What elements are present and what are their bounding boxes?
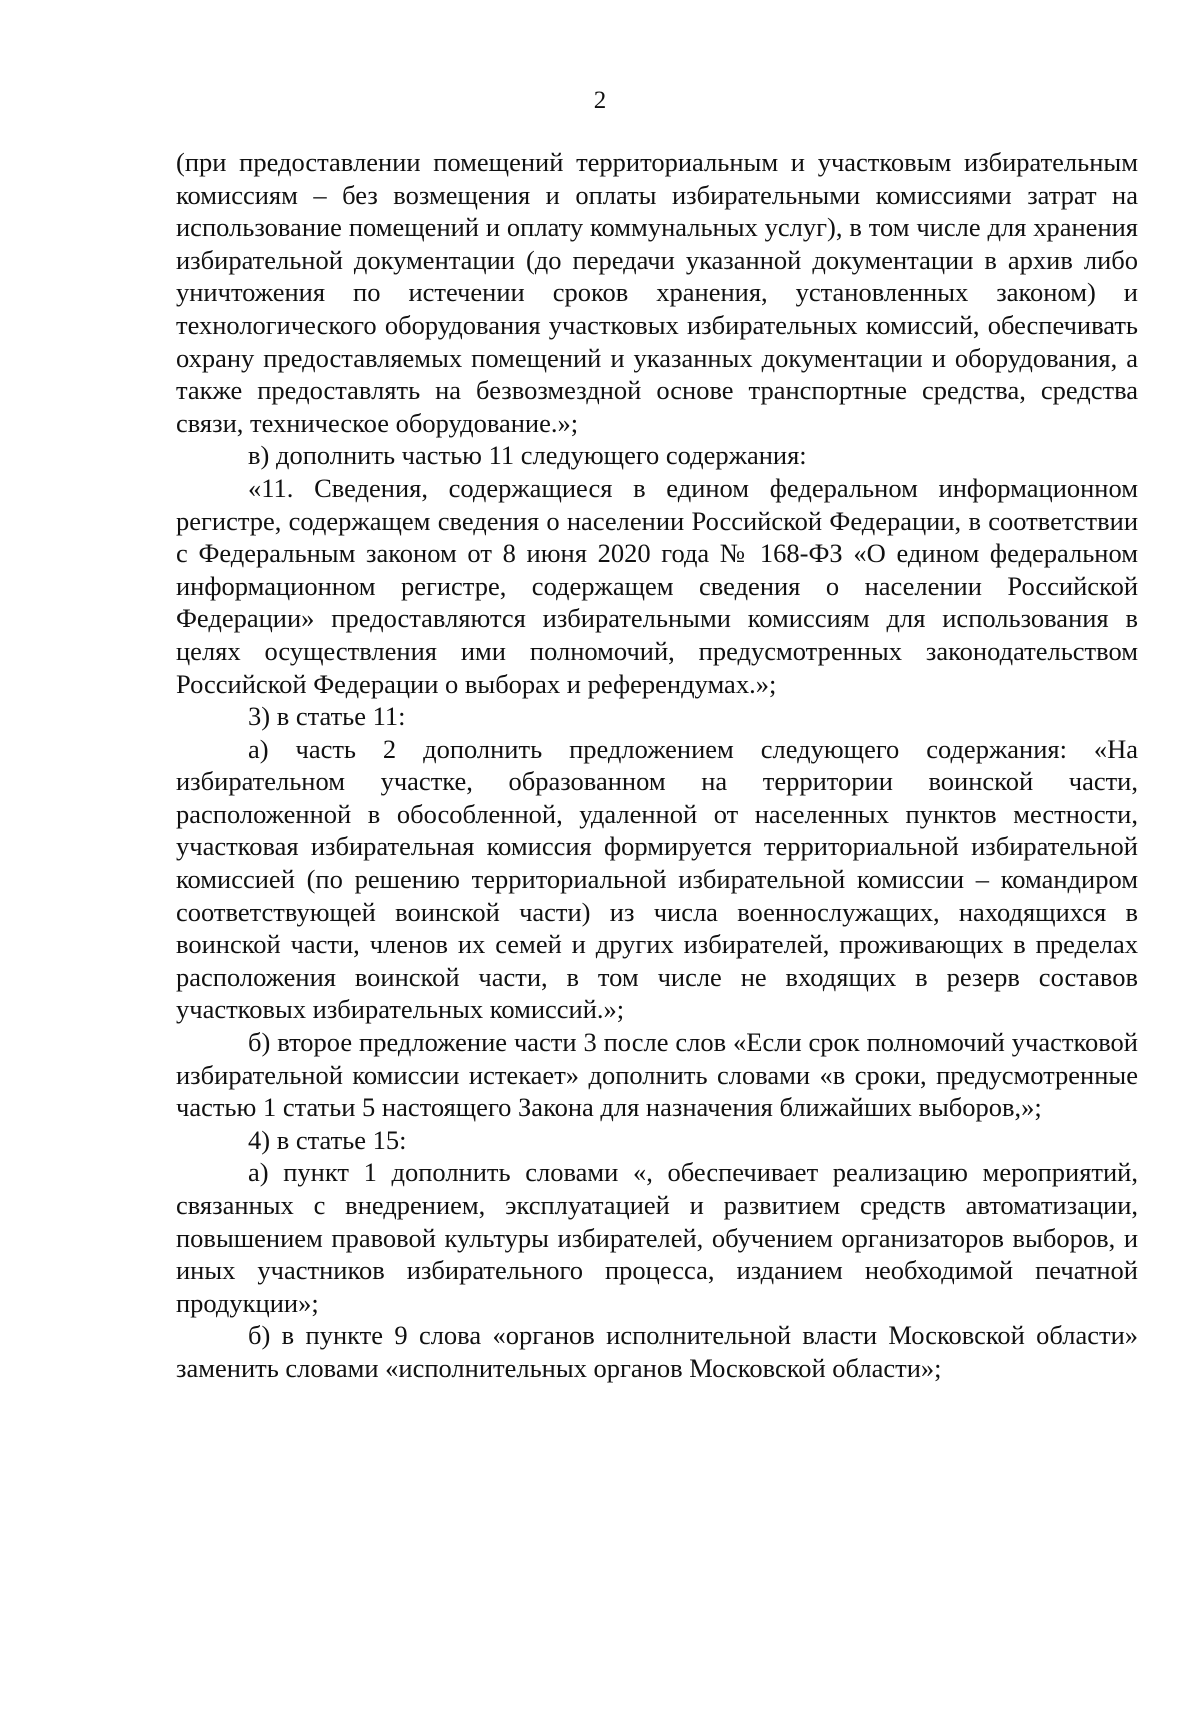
document-body (176, 146, 1138, 1385)
page-number: 2 (593, 87, 607, 114)
paragraph-article-15: 4) в статье 15: (248, 1124, 407, 1155)
paragraph-article-11-a: а) часть 2 дополнить предложением следующего содержания: «На избирательном участке, образованном на территории воинской части, расположенной в обособленной, удаленной от населенных пунктов местности, участковая избирательная комиссия формируется территориальной избирательной комиссией (по решению территориальной избирательной комиссии – командиром соответствующей воинской части) из числа военнослужащих, находящихся в воинской части, членов их семей и других избирателей, проживающих в пределах расположения воинской части, в том числе не входящих в резерв составов участковых избирательных комиссий.»; (176, 733, 1138, 1025)
paragraph-part-11: «11. Сведения, содержащиеся в едином федеральном информационном регистре, содержащем сведения о населении Российской Федерации, в соответствии с Федеральным законом от 8 июня 2020 года № 168-ФЗ «О едином федеральном информационном регистре, содержащем сведения о населении Российской Федерации» предоставляются избирательными комиссиям для использования в целях осуществления ими полномочий, предусмотренных законодательством Российской Федерации о выборах и референдумах.»; (176, 472, 1138, 699)
paragraph-article-15-a: а) пункт 1 дополнить словами «, обеспечивает реализацию мероприятий, связанных с внедрением, эксплуатацией и развитием средств автоматизации, повышением правовой культуры избирателей, обучением организаторов выборов, и иных участников избирательного процесса, изданием необходимой печатной продукции»; (176, 1157, 1138, 1318)
paragraph-article-11-b: б) второе предложение части 3 после слов «Если срок полномочий участковой избирательной комиссии истекает» дополнить словами «в сроки, предусмотренные частью 1 статьи 5 настоящего Закона для назначения ближайших выборов,»; (176, 1027, 1138, 1123)
paragraph-item-v: в) дополнить частью 11 следующего содержания: (248, 440, 807, 471)
paragraph-article-11: 3) в статье 11: (248, 701, 406, 732)
paragraph-continuation: (при предоставлении помещений территориальным и участковым избирательным комиссиям – без возмещения и оплаты избирательными комиссиями затрат на использование помещений и оплату коммунальных услуг), в том числе для хранения избирательной документации (до передачи указанной документации в архив либо уничтожения по истечении сроков хранения, установленных законом) и технологического оборудования участковых избирательных комиссий, обеспечивать охрану предоставляемых помещений и указанных документации и оборудования, а также предоставлять на безвозмездной основе транспортные средства, средства связи, техническое оборудование.»; (176, 147, 1138, 438)
paragraph-article-15-b: б) в пункте 9 слова «органов исполнительной власти Московской области» заменить словами «исполнительных органов Московской области»; (176, 1320, 1138, 1383)
